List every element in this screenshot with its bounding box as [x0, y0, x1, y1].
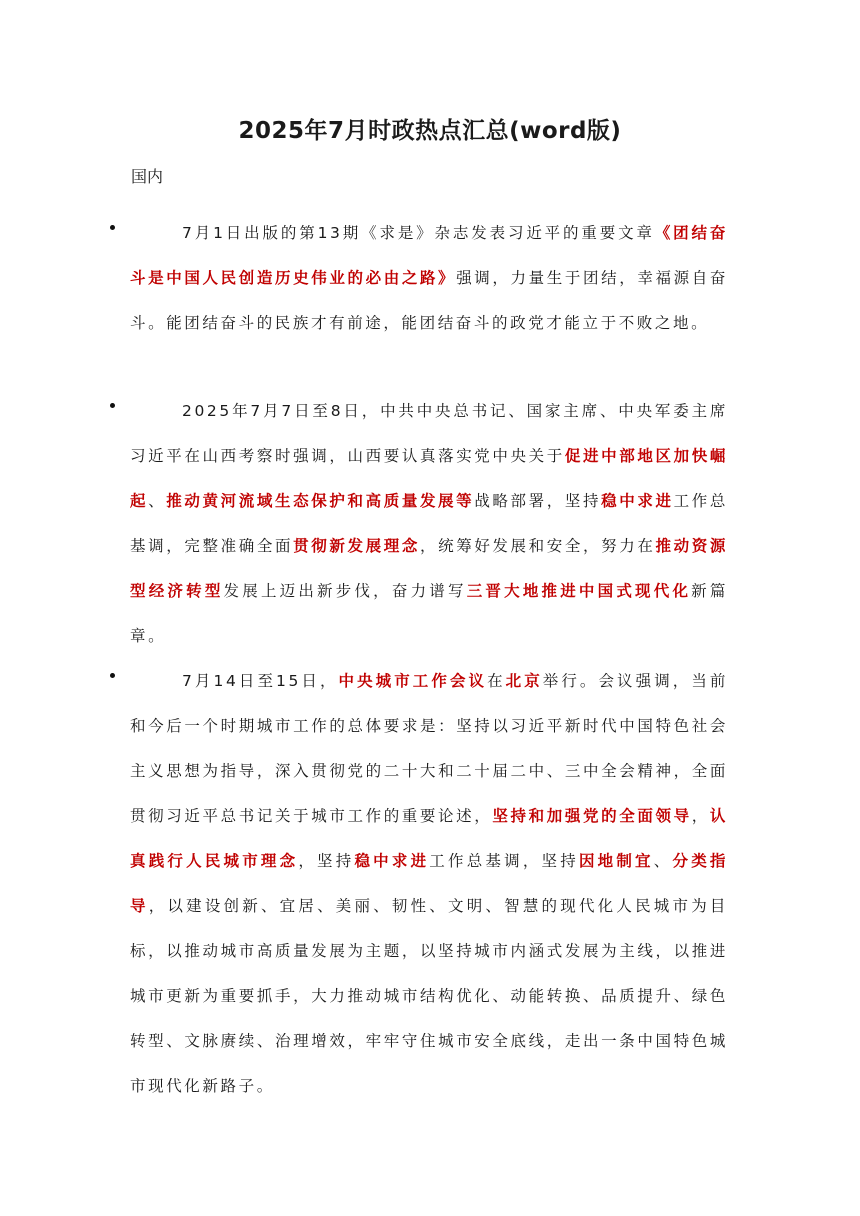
- item-text: [130, 389, 728, 659]
- body-text: 新篇章。: [130, 582, 728, 645]
- bullet-icon: [110, 225, 115, 230]
- highlighted-text: 稳中求进: [354, 852, 430, 870]
- body-text: 7月1日出版的第13期《求是》杂志发表习近平的重要文章: [182, 224, 655, 242]
- body-text: 工作总基调，坚持: [429, 852, 579, 870]
- highlighted-text: 坚持和加强党的全面领导: [492, 807, 692, 825]
- highlighted-text: 促进中部地区加快崛起: [130, 447, 728, 510]
- highlighted-text: 推动资源型经济转型: [130, 537, 728, 600]
- highlighted-text: 推动黄河流域生态保护和高质量发展等: [166, 492, 475, 510]
- bullet-icon: [110, 673, 115, 678]
- highlighted-text: 三晋大地推进中国式现代化: [466, 582, 692, 600]
- highlighted-text: 贯彻新发展理念: [293, 537, 420, 555]
- body-text: 强调，力量生于团结，幸福源自奋斗。能团结奋斗的民族才有前途，能团结奋斗的政党才能立于不败之地。: [130, 269, 728, 332]
- body-text: 工作总基调，完整准确全面: [130, 492, 728, 555]
- item-text: [130, 211, 728, 346]
- document-title: 2025年7月时政热点汇总(word版): [238, 118, 622, 144]
- body-text: 在: [487, 672, 506, 690]
- body-text: 战略部署，坚持: [474, 492, 602, 510]
- item-text: [130, 659, 728, 1109]
- highlighted-text: 稳中求进: [601, 492, 674, 510]
- body-text: ，: [691, 807, 710, 825]
- body-text: ，统筹好发展和安全，努力在: [419, 537, 656, 555]
- body-text: 发展上迈出新步伐，奋力谱写: [223, 582, 467, 600]
- bullet-icon: [110, 403, 115, 408]
- highlighted-text: 认真践行人民城市理念: [130, 807, 728, 870]
- highlighted-text: 中央城市工作会议: [338, 672, 488, 690]
- section-heading: 国内: [131, 167, 164, 186]
- body-text: 举行。会议强调，当前和今后一个时期城市工作的总体要求是：坚持以习近平新时代中国特色社会主义思想为指导，深入贯彻党的二十大和二十届二中、三中全会精神，全面贯彻习近平总书记关于城市工作的重要论述，: [130, 672, 728, 825]
- body-text: ，以建设创新、宜居、美丽、韧性、文明、智慧的现代化人民城市为目标，以推动城市高质量发展为主题，以坚持城市内涵式发展为主线，以推进城市更新为重要抓手，大力推动城市结构优化、动能转换、品质提升、绿色转型、文脉赓续、治理增效，牢牢守住城市安全底线，走出一条中国特色城市现代化新路子。: [130, 897, 728, 1095]
- highlighted-text: 因地制宜: [578, 852, 654, 870]
- body-text: 2025年7月7日至8日，中共中央总书记、国家主席、中央军委主席习近平在山西考察时强调，山西要认真落实党中央关于: [130, 402, 728, 465]
- highlighted-text: 北京: [505, 672, 543, 690]
- highlighted-text: 《团结奋斗是中国人民创造历史伟业的必由之路》: [130, 224, 728, 287]
- body-text: 、: [653, 852, 673, 870]
- body-text: 7月14日至15日，: [182, 672, 339, 690]
- highlighted-text: 分类指导: [130, 852, 728, 915]
- body-text: ，坚持: [298, 852, 355, 870]
- body-text: 、: [148, 492, 167, 510]
